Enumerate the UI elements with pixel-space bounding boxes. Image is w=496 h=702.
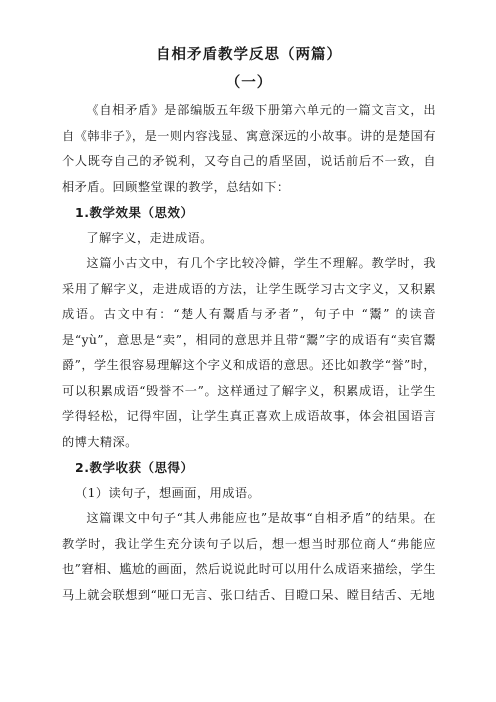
section-summary: 了解字义，走进成语。 xyxy=(86,230,213,245)
section-number: （一） xyxy=(225,75,273,91)
section-heading-gains: 2.教学收获（思得） xyxy=(75,460,194,475)
document-title: 自相矛盾教学反思（两篇） xyxy=(156,47,342,63)
body-paragraph: 这篇小古文中，有几个字比较冷僻，学生不理解。教学时，我采用了解字义，走进成语的方法，让学生既学习古文字义，又积累成语。古文中有：“楚人有鬻盾与矛者”，句子中 “鬻” 的读音是“yù”，意思是“卖”，相同的意思并且带“鬻”字的成语有“卖官鬻爵”，学生很容易理解这个字义和成语的意思。还比如教学“誉”时，可以积累成语“毁誉不一”。这样通过了解字义，积累成语，让学生学得轻松，记得牢固，让学生真正喜欢上成语故事，体会祖国语言的博大精深。 xyxy=(62,256,436,449)
body-paragraph: 这篇课文中句子“其人弗能应也”是故事“自相矛盾”的结果。在教学时，我让学生充分读句子以后，想一想当时那位商人“弗能应也”窘相、尴尬的画面，然后说说此时可以用什么成语来描绘，学生马上就会联想到“哑口无言、张口结舌、目瞪口呆、瞠目结舌、无地 xyxy=(62,511,436,602)
intro-paragraph: 《自相矛盾》是部编版五年级下册第六单元的一篇文言文，出自《韩非子》，是一则内容浅显、寓意深远的小故事。讲的是楚国有个人既夸自己的矛锐利，又夸自己的盾坚固，说话前后不一致，自相矛盾。回顾整堂课的教学，总结如下： xyxy=(62,103,436,194)
sub-item-heading: （1）读句子，想画面，用成语。 xyxy=(75,485,261,500)
section-heading-effect: 1.教学效果（思效） xyxy=(75,205,194,220)
